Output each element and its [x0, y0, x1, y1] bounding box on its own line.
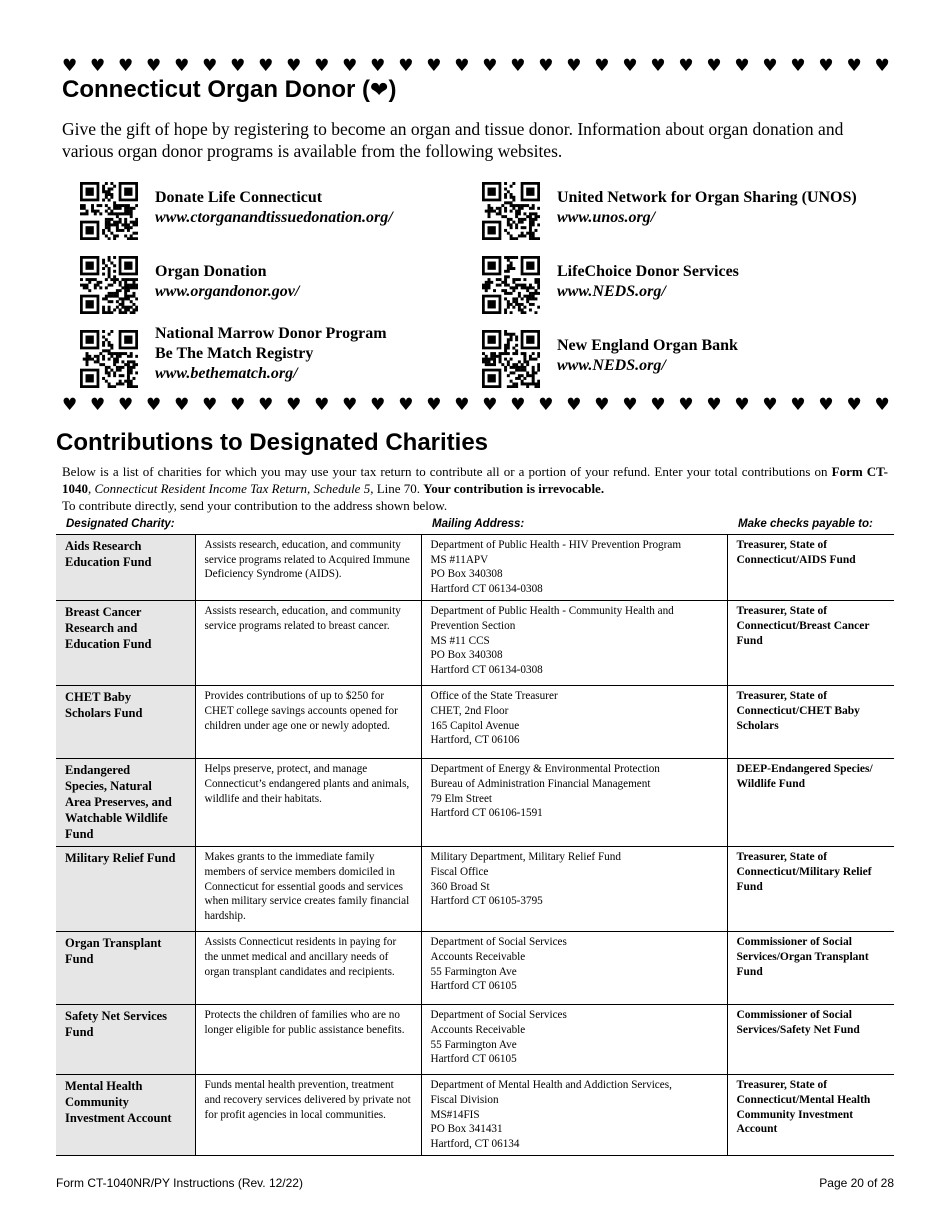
donor-program-url[interactable]: www.organdonor.gov/	[155, 283, 300, 300]
heart-icon: ♥	[846, 396, 862, 414]
table-row	[56, 601, 894, 686]
qr-code-icon[interactable]	[80, 256, 138, 314]
charity-name: Endangered Species, Natural Area Preserves, and Watchable Wildlife Fund	[56, 759, 195, 847]
charity-name: Safety Net Services Fund	[56, 1005, 195, 1075]
charity-payable-to: Treasurer, State of Connecticut/Mental Health Community Investment Account	[727, 1075, 894, 1156]
heart-icon: ♥	[230, 57, 246, 75]
heart-icon: ♥	[790, 396, 806, 414]
table-row	[56, 932, 894, 1005]
charities-intro-direct: To contribute directly, send your contribution to the address shown below.	[62, 498, 448, 513]
charity-mailing-address: Department of Public Health - Community Health and Prevention Section MS #11 CCS PO Box 340308 Hartford CT 06134-0308	[421, 601, 727, 686]
heart-icon: ♥	[62, 57, 78, 75]
donor-program	[80, 254, 500, 314]
heart-icon: ♥	[762, 396, 778, 414]
heart-icon: ♥	[454, 57, 470, 75]
heart-icon: ♥	[566, 396, 582, 414]
charity-payable-to: Treasurer, State of Connecticut/AIDS Fund	[727, 535, 894, 601]
donor-program-name: New England Organ Bank	[557, 337, 738, 354]
column-header-charity: Designated Charity:	[66, 518, 175, 530]
heart-icon: ♥	[90, 57, 106, 75]
charities-intro-line: , Line 70.	[370, 481, 424, 496]
charity-mailing-address: Department of Energy & Environmental Protection Bureau of Administration Financial Management 79 Elm Street Hartford CT 06106-1591	[421, 759, 727, 847]
heart-icon: ♥	[118, 396, 134, 414]
donor-program-text	[155, 262, 299, 302]
column-header-address: Mailing Address:	[432, 518, 525, 530]
charity-description: Assists research, education, and community service programs related to breast cancer.	[195, 601, 421, 686]
charity-description: Funds mental health prevention, treatment and recovery services delivered by private not for profit agencies in local communities.	[195, 1075, 421, 1156]
charity-description: Helps preserve, protect, and manage Connecticut’s endangered plants and animals, wildlife and their habitats.	[195, 759, 421, 847]
table-row	[56, 535, 894, 601]
charity-payable-to: Commissioner of Social Services/Safety Net Fund	[727, 1005, 894, 1075]
heart-divider-top	[62, 57, 890, 75]
heart-icon: ♥	[398, 57, 414, 75]
heart-icon: ♥	[230, 396, 246, 414]
heart-icon: ♥	[622, 396, 638, 414]
heart-icon: ♥	[622, 57, 638, 75]
charity-name: Military Relief Fund	[56, 847, 195, 932]
charity-name: CHET Baby Scholars Fund	[56, 686, 195, 759]
charity-mailing-address: Department of Mental Health and Addiction Services, Fiscal Division MS#14FIS PO Box 341431 Hartford, CT 06134	[421, 1075, 727, 1156]
table-row	[56, 759, 894, 847]
heart-icon: ♥	[566, 57, 582, 75]
heart-icon: ♥	[90, 396, 106, 414]
heart-icon: ♥	[342, 396, 358, 414]
heart-icon: ♥	[426, 57, 442, 75]
charity-description: Protects the children of families who are no longer eligible for public assistance benefits.	[195, 1005, 421, 1075]
qr-code-icon[interactable]	[80, 182, 138, 240]
donor-program	[80, 325, 500, 388]
charities-intro-form: Form CT-1040	[62, 464, 888, 496]
donor-program-text	[557, 336, 738, 376]
table-row	[56, 847, 894, 932]
heart-icon: ♥	[146, 396, 162, 414]
donor-program	[80, 180, 500, 240]
heart-icon: ♥	[426, 396, 442, 414]
charity-payable-to: Treasurer, State of Connecticut/CHET Baby Scholars	[727, 686, 894, 759]
charities-table	[56, 534, 894, 1156]
heart-icon: ♥	[286, 57, 302, 75]
heart-icon: ♥	[762, 57, 778, 75]
donor-program-url[interactable]: www.NEDS.org/	[557, 283, 666, 300]
heart-icon: ♥	[594, 57, 610, 75]
charity-mailing-address: Department of Social Services Accounts Receivable 55 Farmington Ave Hartford CT 06105	[421, 932, 727, 1005]
footer-page-number: Page 20 of 28	[819, 1176, 894, 1190]
charities-intro-comma: ,	[88, 481, 95, 496]
donor-program-url[interactable]: www.ctorganandtissuedonation.org/	[155, 209, 393, 226]
heart-icon: ♥	[370, 57, 386, 75]
heart-icon: ♥	[678, 396, 694, 414]
charity-payable-to: Commissioner of Social Services/Organ Transplant Fund	[727, 932, 894, 1005]
qr-code-icon[interactable]	[482, 330, 540, 388]
donor-program	[482, 328, 902, 388]
heart-icon: ♥	[706, 57, 722, 75]
heart-icon: ♥	[538, 396, 554, 414]
donor-program	[482, 180, 902, 240]
heart-icon: ♥	[314, 57, 330, 75]
heart-divider-bottom	[62, 396, 890, 414]
heart-icon: ♥	[594, 396, 610, 414]
donor-program-url[interactable]: www.bethematch.org/	[155, 365, 298, 382]
heart-icon: ♥	[874, 396, 890, 414]
heart-icon: ♥	[538, 57, 554, 75]
charity-name: Aids Research Education Fund	[56, 535, 195, 601]
heart-icon: ♥	[734, 57, 750, 75]
charities-intro-text: Below is a list of charities for which you may use your tax return to contribute all or a portion of your refund. Enter your total contributions on	[62, 464, 832, 479]
charity-payable-to: Treasurer, State of Connecticut/Breast Cancer Fund	[727, 601, 894, 686]
charity-mailing-address: Department of Social Services Accounts Receivable 55 Farmington Ave Hartford CT 06105	[421, 1005, 727, 1075]
donor-program-text	[557, 188, 857, 228]
donor-program-name: Organ Donation	[155, 263, 267, 280]
qr-code-icon[interactable]	[482, 182, 540, 240]
heart-icon: ♥	[454, 396, 470, 414]
heart-icon: ♥	[118, 57, 134, 75]
donor-program-text	[155, 324, 387, 384]
donor-program-url[interactable]: www.unos.org/	[557, 209, 656, 226]
heart-icon: ♥	[62, 396, 78, 414]
charity-payable-to: DEEP-Endangered Species/ Wildlife Fund	[727, 759, 894, 847]
charity-payable-to: Treasurer, State of Connecticut/Military Relief Fund	[727, 847, 894, 932]
charity-mailing-address: Military Department, Military Relief Fund Fiscal Office 360 Broad St Hartford CT 06105-3795	[421, 847, 727, 932]
donor-program-name: Be The Match Registry	[155, 345, 314, 362]
donor-program-url[interactable]: www.NEDS.org/	[557, 357, 666, 374]
table-row	[56, 1005, 894, 1075]
heart-icon: ♥	[846, 57, 862, 75]
heart-icon: ♥	[482, 57, 498, 75]
charity-description: Makes grants to the immediate family members of service members domiciled in Connecticut for essential goods and services when military service creates family financial hardship.	[195, 847, 421, 932]
heart-icon: ♥	[342, 57, 358, 75]
donor-program-name: LifeChoice Donor Services	[557, 263, 739, 280]
heart-icon: ♥	[706, 396, 722, 414]
charity-description: Provides contributions of up to $250 for CHET college savings accounts opened for children under age one or newly adopted.	[195, 686, 421, 759]
table-row	[56, 686, 894, 759]
heart-icon: ♥	[790, 57, 806, 75]
heart-icon: ♥	[174, 396, 190, 414]
footer-form-id: Form CT-1040NR/PY Instructions (Rev. 12/22)	[56, 1176, 303, 1190]
heart-icon: ♥	[258, 396, 274, 414]
organ-donor-title	[62, 75, 396, 106]
charity-name: Mental Health Community Investment Account	[56, 1075, 195, 1156]
heart-icon: ♥	[482, 396, 498, 414]
heart-icon: ♥	[650, 396, 666, 414]
donor-program-name: United Network for Organ Sharing (UNOS)	[557, 189, 857, 206]
donor-programs-left	[80, 180, 500, 402]
column-header-payable: Make checks payable to:	[738, 518, 873, 530]
donor-program	[482, 254, 902, 314]
heart-icon: ♥	[510, 396, 526, 414]
heart-icon: ♥	[650, 57, 666, 75]
donor-program-text	[557, 262, 739, 302]
heart-icon: ♥	[370, 396, 386, 414]
charities-intro	[62, 463, 888, 497]
heart-icon: ♥	[258, 57, 274, 75]
table-row	[56, 1075, 894, 1156]
qr-code-icon[interactable]	[482, 256, 540, 314]
heart-icon: ♥	[818, 57, 834, 75]
heart-icon: ♥	[398, 396, 414, 414]
charities-intro-form-title: Connecticut Resident Income Tax Return, Schedule 5	[94, 481, 371, 496]
heart-icon: ♥	[174, 57, 190, 75]
charity-mailing-address: Department of Public Health - HIV Prevention Program MS #11APV PO Box 340308 Hartford CT 06134-0308	[421, 535, 727, 601]
heart-icon: ♥	[202, 396, 218, 414]
organ-donor-intro: Give the gift of hope by registering to become an organ and tissue donor. Information about organ donation and various organ donor programs is available from the following websites.	[62, 119, 844, 161]
charity-name: Breast Cancer Research and Education Fund	[56, 601, 195, 686]
heart-icon: ♥	[510, 57, 526, 75]
heart-icon: ♥	[146, 57, 162, 75]
heart-icon: ♥	[678, 57, 694, 75]
heart-icon: ♥	[874, 57, 890, 75]
heart-icon: ♥	[818, 396, 834, 414]
donor-program-name: National Marrow Donor Program	[155, 325, 387, 342]
donor-program-name: Donate Life Connecticut	[155, 189, 323, 206]
donor-program-text	[155, 188, 393, 228]
organ-donor-title-text: Connecticut Organ Donor (	[62, 76, 370, 103]
qr-code-icon[interactable]	[80, 330, 138, 388]
charity-description: Assists research, education, and community service programs related to Acquired Immune Deficiency Syndrome (AIDS).	[195, 535, 421, 601]
charity-name: Organ Transplant Fund	[56, 932, 195, 1005]
donor-programs-right	[482, 180, 902, 402]
heart-icon: ❤	[370, 78, 389, 103]
charity-mailing-address: Office of the State Treasurer CHET, 2nd Floor 165 Capitol Avenue Hartford, CT 06106	[421, 686, 727, 759]
charities-title: Contributions to Designated Charities	[56, 429, 489, 456]
heart-icon: ♥	[314, 396, 330, 414]
heart-icon: ♥	[286, 396, 302, 414]
charity-description: Assists Connecticut residents in paying for the unmet medical and ancillary needs of organ transplant candidates and recipients.	[195, 932, 421, 1005]
heart-icon: ♥	[734, 396, 750, 414]
charities-intro-irrevocable: Your contribution is irrevocable.	[423, 481, 605, 496]
organ-donor-title-close: )	[388, 76, 397, 103]
heart-icon: ♥	[202, 57, 218, 75]
